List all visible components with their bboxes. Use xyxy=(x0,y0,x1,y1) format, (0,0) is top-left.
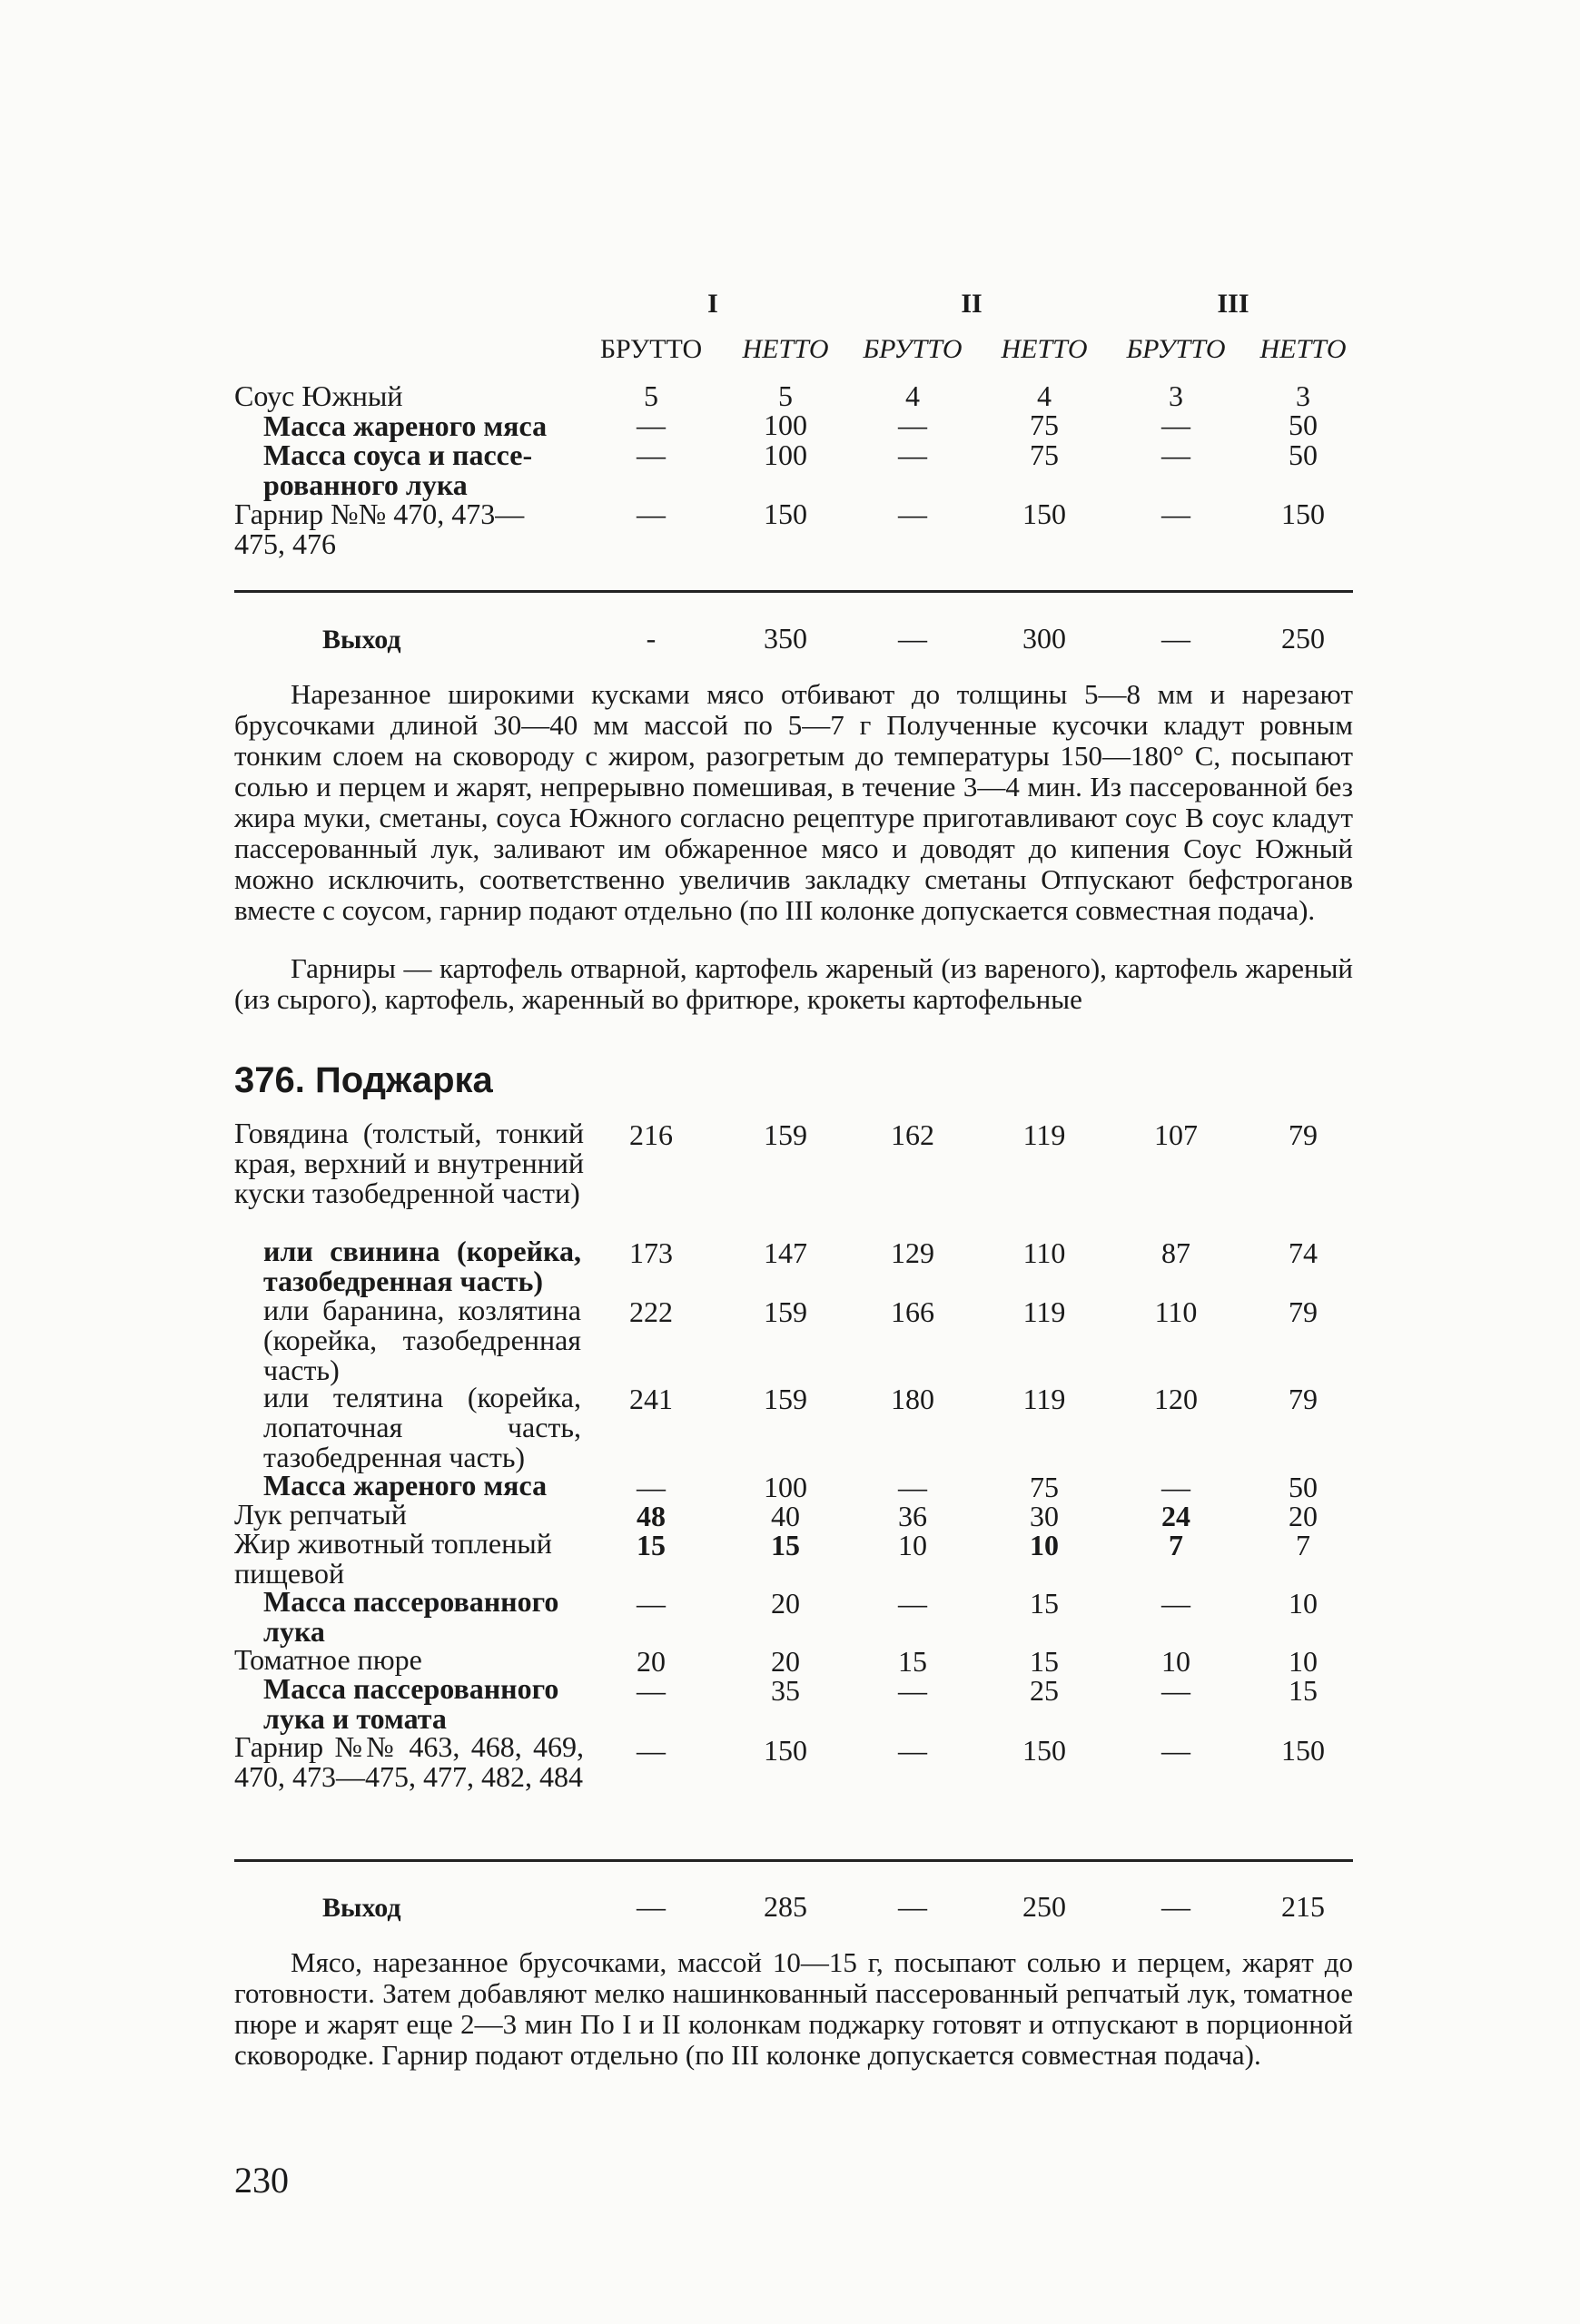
table-cell: — xyxy=(1161,409,1190,441)
column-header-netto-1: НЕТТО xyxy=(742,334,829,364)
page-number: 230 xyxy=(234,2160,289,2201)
table-cell: 100 xyxy=(764,438,807,471)
table-cell: 180 xyxy=(891,1383,934,1415)
table-cell: — xyxy=(637,1471,666,1503)
table-cell: 150 xyxy=(1281,1734,1325,1767)
table-row-label: Масса пассерованного лука и томата xyxy=(263,1672,559,1735)
table-row-label: Лук репчатый xyxy=(234,1498,407,1531)
output-label: Выход xyxy=(322,1893,401,1923)
table-cell: 120 xyxy=(1154,1383,1198,1415)
table-cell: 216 xyxy=(629,1118,673,1151)
table-cell: — xyxy=(1161,1674,1190,1707)
table-cell: — xyxy=(637,1674,666,1707)
table-cell: 147 xyxy=(764,1236,807,1269)
table-cell: 5 xyxy=(644,379,658,412)
table-cell: 4 xyxy=(1037,379,1052,412)
output-cell: — xyxy=(1161,622,1190,655)
table-cell: 119 xyxy=(1022,1295,1066,1328)
table-cell: 50 xyxy=(1289,438,1318,471)
output-cell: 285 xyxy=(764,1890,807,1923)
garnish-paragraph: Гарниры — картофель отварной, картофель жареный (из вареного), картофель жареный (из сырого), картофель, жаренный во фритюре, крокеты картофельные xyxy=(234,952,1353,1015)
cooking-paragraph: Мясо, нарезанное брусочками, массой 10—15 г, посыпают солью и перцем, жарят до готовности. Затем добавляют мелко нашинкованный пассерованный репчатый лук, томатное пюре и жарят еще 2—3 мин По I и II колонкам поджарку готовят и отпускают в порционной сковородке. Гарнир подают отдельно (по III колонке допускается совместная подача). xyxy=(234,1946,1353,2071)
table-cell: 166 xyxy=(891,1295,934,1328)
table-cell: 3 xyxy=(1169,379,1183,412)
table-cell: — xyxy=(1161,438,1190,471)
table-cell: 222 xyxy=(629,1295,673,1328)
table-cell: 110 xyxy=(1154,1295,1198,1328)
table-cell: — xyxy=(1161,1471,1190,1503)
table-row-label: Масса соуса и пассе- рованного лука xyxy=(263,438,533,501)
column-group-1: I xyxy=(707,289,718,319)
output-cell: — xyxy=(898,1890,927,1923)
table-cell: 119 xyxy=(1022,1118,1066,1151)
table-cell: 107 xyxy=(1154,1118,1198,1151)
table-cell: 20 xyxy=(1289,1500,1318,1532)
table-cell: 173 xyxy=(629,1236,673,1269)
table-cell: — xyxy=(637,1587,666,1620)
table-cell: 87 xyxy=(1161,1236,1190,1269)
table-cell: 15 xyxy=(1289,1674,1318,1707)
table-cell: 162 xyxy=(891,1118,934,1151)
table-cell: 35 xyxy=(771,1674,800,1707)
table-row-label: Соус Южный xyxy=(234,379,403,412)
table-cell: 10 xyxy=(1289,1645,1318,1678)
table-cell: — xyxy=(898,1674,927,1707)
table-cell: — xyxy=(637,497,666,530)
table-cell: — xyxy=(898,497,927,530)
output-cell: - xyxy=(646,622,657,655)
table-cell: 5 xyxy=(778,379,793,412)
table-cell: 24 xyxy=(1161,1500,1190,1532)
table-cell: 4 xyxy=(905,379,920,412)
table-cell: 15 xyxy=(637,1529,666,1561)
table-cell: 150 xyxy=(1281,497,1325,530)
table-cell: 150 xyxy=(764,497,807,530)
table-row-label: Масса жареного мяса xyxy=(263,1469,548,1502)
table-cell: 10 xyxy=(1161,1645,1190,1678)
table-row-label: Томатное пюре xyxy=(234,1643,422,1676)
table-cell: 3 xyxy=(1296,379,1310,412)
recipe-paragraph: Нарезанное широкими кусками мясо отбивают до толщины 5—8 мм и нарезают брусочками длиной 30—40 мм массой по 5—7 г Полученные кусочки кладут ровным тонким слоем на сковороду с жиром, разогретым до температуры 150—180° С, посыпают солью и перцем и жарят, непрерывно помешивая, в течение 3—4 мин. Из пассерованной без жира муки, сметаны, соуса Южного согласно рецептуре приготавливают соус В соус кладут пассерованный лук, заливают им обжаренное мясо и доводят до кипения Соус Южный можно исключить, соответственно увеличив закладку сметаны Отпускают бефстроганов вместе с соусом, гарнир подают отдельно (по III колонке допускается совместная подача). xyxy=(234,678,1353,926)
table-row-label: или свинина (корейка, тазобедренная часть) xyxy=(263,1235,581,1297)
table-row-label: Масса жареного мяса xyxy=(263,409,548,442)
table-cell: 129 xyxy=(891,1236,934,1269)
column-header-brutto-2: БРУТТО xyxy=(863,334,963,364)
column-header-brutto-1: БРУТТО xyxy=(599,334,703,364)
table-cell: — xyxy=(1161,497,1190,530)
table-cell: 74 xyxy=(1289,1236,1318,1269)
table-cell: 20 xyxy=(637,1645,666,1678)
output-cell: — xyxy=(637,1890,666,1923)
table-cell: — xyxy=(898,409,927,441)
table-row-label: или баранина, козлятина (корейка, тазобедренная часть) xyxy=(263,1294,581,1386)
table-cell: 30 xyxy=(1030,1500,1059,1532)
column-header-netto-2: НЕТТО xyxy=(1001,334,1088,364)
table-cell: 100 xyxy=(764,1471,807,1503)
output-cell: 300 xyxy=(1022,622,1066,655)
table-cell: 15 xyxy=(771,1529,800,1561)
table-cell: 79 xyxy=(1289,1118,1318,1151)
table-row-label: Гарнир №№ 463, 468, 469, 470, 473—475, 477, 482, 484 xyxy=(234,1730,584,1793)
table-cell: 10 xyxy=(1289,1587,1318,1620)
column-header-brutto-3: БРУТТО xyxy=(1126,334,1226,364)
output-cell: 350 xyxy=(764,622,807,655)
table-row-label: Гарнир №№ 470, 473— 475, 476 xyxy=(234,497,525,560)
table-cell: — xyxy=(898,438,927,471)
table-cell: — xyxy=(637,438,666,471)
table-row-label: Масса пассерованного лука xyxy=(263,1585,559,1648)
section-title: 376. Поджарка xyxy=(234,1060,493,1100)
table-cell: 75 xyxy=(1030,409,1059,441)
table-cell: 79 xyxy=(1289,1383,1318,1415)
column-group-3: III xyxy=(1217,289,1249,319)
table-cell: 110 xyxy=(1022,1236,1066,1269)
table-cell: 25 xyxy=(1030,1674,1059,1707)
table-cell: 15 xyxy=(898,1645,927,1678)
table-cell: 241 xyxy=(629,1383,673,1415)
table-cell: 150 xyxy=(764,1734,807,1767)
table-cell: 10 xyxy=(898,1529,927,1561)
table-divider xyxy=(234,1859,1353,1862)
table-cell: — xyxy=(637,1734,666,1767)
table-cell: — xyxy=(637,409,666,441)
table-row-label: или телятина (корейка, лопаточная часть, тазобедренная часть) xyxy=(263,1381,581,1473)
table-cell: — xyxy=(1161,1734,1190,1767)
table-cell: 10 xyxy=(1030,1529,1059,1561)
table-cell: 15 xyxy=(1030,1645,1059,1678)
table-cell: 75 xyxy=(1030,1471,1059,1503)
column-group-2: II xyxy=(961,289,983,319)
table-cell: 48 xyxy=(637,1500,666,1532)
table-row-label: Говядина (толстый, тонкий края, верхний и внутренний куски тазобедренной части) xyxy=(234,1117,584,1209)
table-cell: 7 xyxy=(1169,1529,1183,1561)
table-cell: 150 xyxy=(1022,1734,1066,1767)
table-cell: 159 xyxy=(764,1383,807,1415)
table-cell: 159 xyxy=(764,1118,807,1151)
output-cell: 215 xyxy=(1281,1890,1325,1923)
table-cell: 100 xyxy=(764,409,807,441)
output-label: Выход xyxy=(322,625,401,655)
column-header-netto-3: НЕТТО xyxy=(1259,334,1347,364)
table-cell: 159 xyxy=(764,1295,807,1328)
table-cell: — xyxy=(898,1587,927,1620)
table-cell: 20 xyxy=(771,1587,800,1620)
table-cell: 150 xyxy=(1022,497,1066,530)
table-cell: 40 xyxy=(771,1500,800,1532)
table-cell: 119 xyxy=(1022,1383,1066,1415)
table-cell: — xyxy=(898,1471,927,1503)
table-divider xyxy=(234,590,1353,593)
table-cell: 15 xyxy=(1030,1587,1059,1620)
table-cell: 50 xyxy=(1289,1471,1318,1503)
table-cell: 7 xyxy=(1296,1529,1310,1561)
table-cell: 79 xyxy=(1289,1295,1318,1328)
table-cell: 75 xyxy=(1030,438,1059,471)
table-cell: — xyxy=(1161,1587,1190,1620)
output-cell: — xyxy=(898,622,927,655)
table-cell: 20 xyxy=(771,1645,800,1678)
table-cell: 36 xyxy=(898,1500,927,1532)
table-row-label: Жир животный топленый пищевой xyxy=(234,1527,552,1590)
table-cell: — xyxy=(898,1734,927,1767)
output-cell: 250 xyxy=(1022,1890,1066,1923)
output-cell: — xyxy=(1161,1890,1190,1923)
output-cell: 250 xyxy=(1281,622,1325,655)
table-cell: 50 xyxy=(1289,409,1318,441)
